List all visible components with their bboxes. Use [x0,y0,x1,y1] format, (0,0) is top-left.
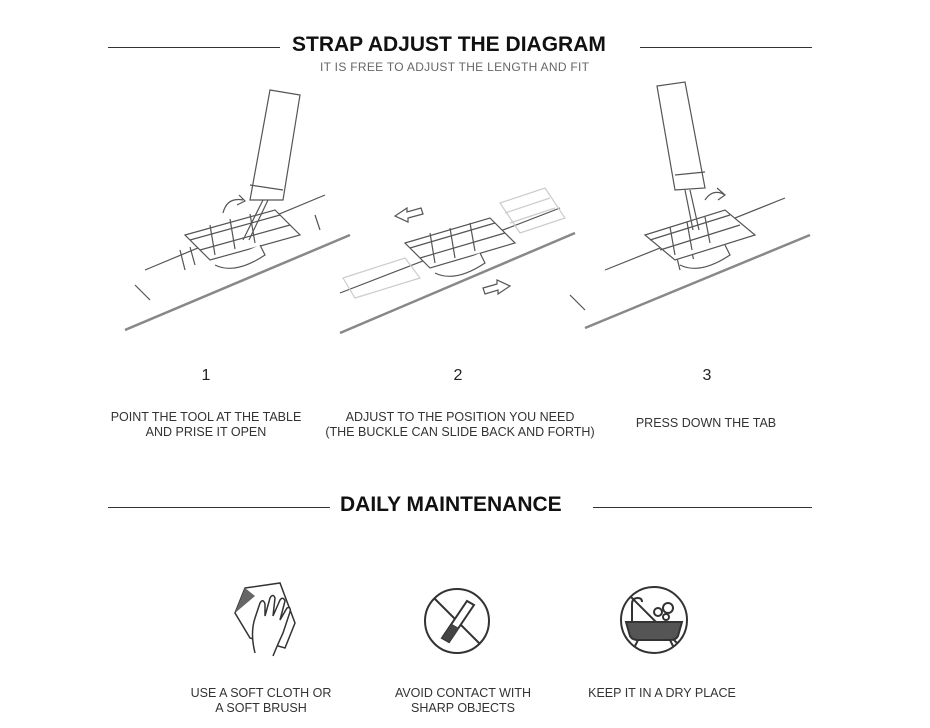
maintenance-rule-left [108,507,330,508]
step-1-caption-line1: POINT THE TOOL AT THE TABLE [110,410,302,424]
step-2-caption-line1: ADJUST TO THE POSITION YOU NEED [345,410,575,424]
header-rule-left [108,47,280,48]
soft-cloth-icon [225,578,305,658]
no-water-icon [618,584,690,656]
step-2-caption [318,410,602,440]
header-rule-right [640,47,812,48]
step-2-caption-line2: (THE BUCKLE CAN SLIDE BACK AND FORTH) [325,425,595,439]
maintenance-caption-1-line2: A SOFT BRUSH [215,701,307,715]
page-subtitle: IT IS FREE TO ADJUST THE LENGTH AND FIT [320,60,590,74]
maintenance-caption-1 [171,686,351,716]
maintenance-rule-right [593,507,812,508]
step-3-illustration [575,80,815,340]
maintenance-title: DAILY MAINTENANCE [340,493,562,516]
no-sharp-objects-icon [422,586,492,656]
maintenance-caption-2-line2: SHARP OBJECTS [411,701,515,715]
maintenance-caption-1-line1: USE A SOFT CLOTH OR [190,686,332,700]
step-1-caption-line2: AND PRISE IT OPEN [145,425,267,439]
step-1-number: 1 [201,367,211,384]
maintenance-caption-2-line1: AVOID CONTACT WITH [394,686,532,700]
step-3-number: 3 [702,367,712,384]
page-title: STRAP ADJUST THE DIAGRAM [292,33,606,56]
maintenance-caption-3 [562,686,762,701]
step-2-illustration [335,178,585,348]
step-3-caption-line1: PRESS DOWN THE TAB [635,416,777,430]
step-2-number: 2 [453,367,463,384]
maintenance-caption-2 [373,686,553,716]
step-3-caption [606,416,806,431]
maintenance-caption-3-line1: KEEP IT IN A DRY PLACE [588,686,736,700]
step-1-illustration [115,85,355,345]
step-1-caption [106,410,306,440]
